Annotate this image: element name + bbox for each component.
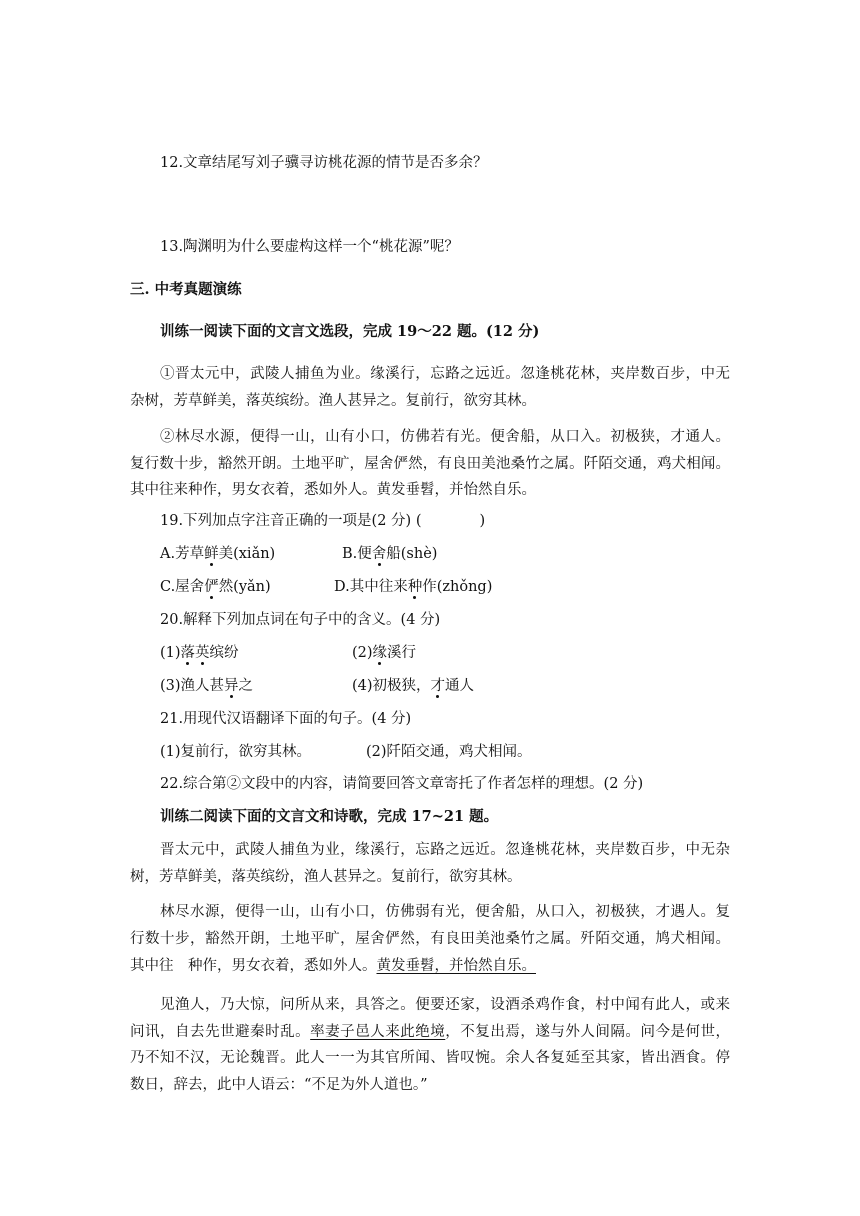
- section-heading: 三. 中考真题演练: [130, 281, 242, 298]
- passage-line: ①晋太元中，武陵人捕鱼为业。缘溪行，忘路之远近。忽逢桃花林，夹岸数百步，中无: [160, 366, 730, 382]
- passage-line: 林尽水源，便得一山，山有小口，仿佛弱有光，便舍船，从口入，初极狭，才遇人。复: [160, 904, 730, 920]
- passage-line: 其中往来种作，男女衣着，悉如外人。黄发垂髫，并怡然自乐。: [130, 482, 536, 498]
- question-19: 19.下列加点字注音正确的一项是(2 分) ( ): [160, 513, 486, 529]
- q20-item-4: (4)初极狭，才通人: [352, 678, 475, 694]
- passage-line: 问讯，自去先世避秦时乱。率妻子邑人来此绝境，不复出焉，遂与外人间隔。问今是何世，: [130, 1024, 731, 1040]
- passage-line: 数日，辞去，此中人语云：“不足为外人道也。”: [130, 1077, 428, 1093]
- training-1-title: 训练一阅读下面的文言文选段，完成 19～22 题。(12 分): [160, 323, 540, 340]
- question-21: 21.用现代汉语翻译下面的句子。(4 分): [160, 711, 412, 727]
- question-13: 13.陶渊明为什么要虚构这样一个“桃花源”呢？: [160, 239, 459, 255]
- option-b: B.便舍船(shè): [342, 546, 438, 562]
- passage-line: 复行数十步，豁然开朗。土地平旷，屋舍俨然，有良田美池桑竹之属。阡陌交通，鸡犬相闻。: [130, 456, 730, 472]
- training-2-title: 训练二阅读下面的文言文和诗歌，完成 17~21 题。: [160, 808, 499, 825]
- passage-line: 树，芳草鲜美，落英缤纷，渔人甚异之。复前行，欲穷其林。: [130, 869, 522, 885]
- q21-sentence-1: (1)复前行，欲穷其林。: [160, 744, 312, 760]
- question-12: 12.文章结尾写刘子骥寻访桃花源的情节是否多余？: [160, 155, 488, 171]
- passage-line: 晋太元中，武陵人捕鱼为业，缘溪行，忘路之远近。忽逢桃花林，夹岸数百步，中无杂: [160, 842, 730, 858]
- passage-line: 杂树，芳草鲜美，落英缤纷。渔人甚异之。复前行，欲穷其林。: [130, 393, 536, 409]
- q21-sentence-2: (2)阡陌交通，鸡犬相闻。: [366, 744, 532, 760]
- q20-item-1: (1)落英缤纷: [160, 645, 239, 661]
- passage-line: 其中往 种作，男女衣着，悉如外人。黄发垂髫，并怡然自乐。: [130, 958, 536, 974]
- underlined-sentence: 黄发垂髫，并怡然自乐。: [376, 958, 536, 974]
- q20-item-2: (2)缘溪行: [352, 645, 417, 661]
- option-a: A.芳草鲜美(xiǎn): [160, 546, 276, 562]
- passage-line: 见渔人，乃大惊，问所从来，具答之。便要还家，设酒杀鸡作食，村中闻有此人，或来: [160, 997, 730, 1013]
- question-22: 22.综合第②文段中的内容，请简要回答文章寄托了作者怎样的理想。(2 分): [160, 776, 644, 792]
- passage-line: 行数十步，豁然开朗，土地平旷，屋舍俨然，有良田美池桑竹之属。歼陌交通，鸠犬相闻。: [130, 931, 730, 947]
- underlined-sentence: 率妻子邑人来此绝境: [310, 1024, 446, 1040]
- q20-item-3: (3)渔人甚异之: [160, 678, 254, 694]
- option-c: C.屋舍俨然(yǎn): [160, 579, 271, 595]
- passage-line: 乃不知不汉，无论魏晋。此人一一为其官所闻、皆叹惋。余人各复延至其家，皆出酒食。停: [130, 1050, 730, 1066]
- option-d: D.其中往来种作(zhǒng): [334, 579, 493, 595]
- question-20: 20.解释下列加点词在句子中的含义。(4 分): [160, 612, 441, 628]
- passage-line: ②林尽水源，便得一山，山有小口，仿佛若有光。便舍船，从口入。初极狭，才通人。: [160, 429, 730, 445]
